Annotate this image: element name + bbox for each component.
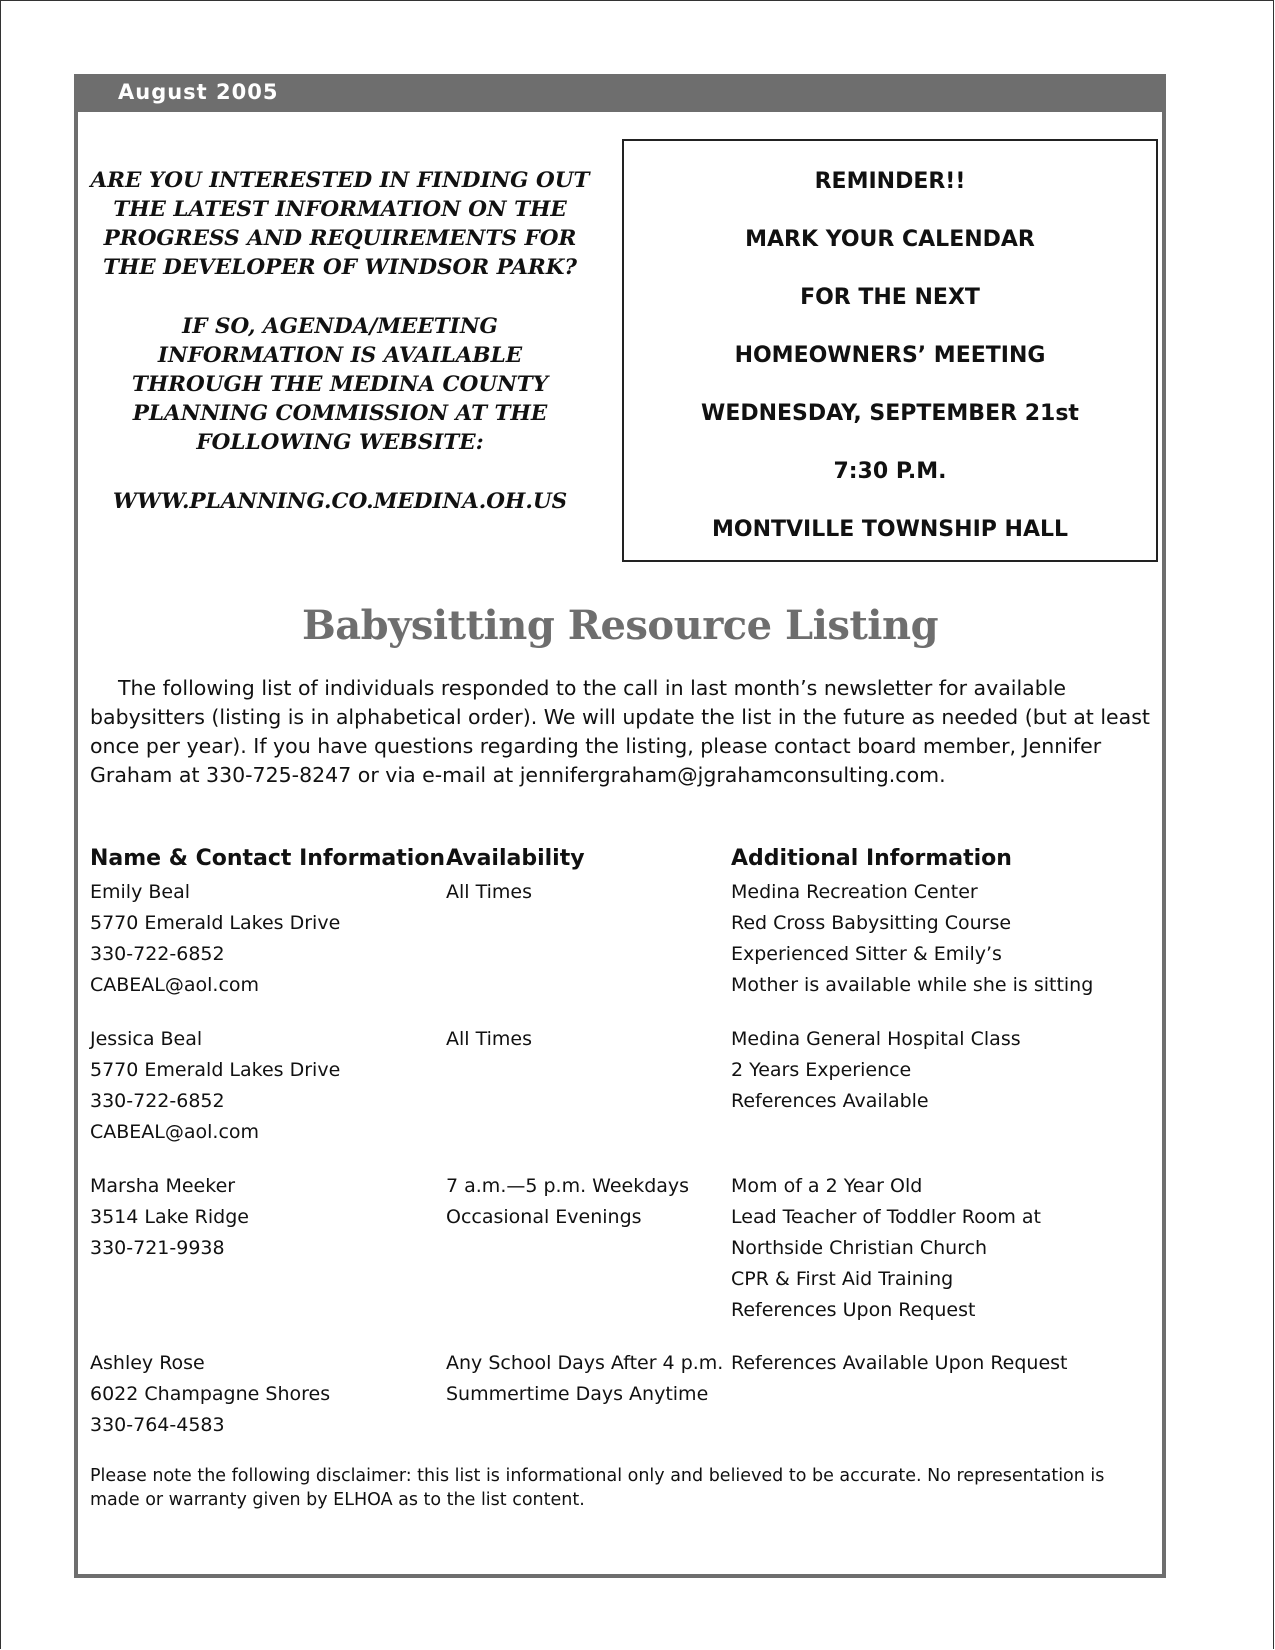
sitter-address: 6022 Champagne Shores (90, 1383, 331, 1405)
sitter-phone: 330-722-6852 (90, 943, 225, 965)
info-line: Experienced Sitter & Emily’s (731, 943, 1002, 965)
info-line: References Available (731, 1090, 929, 1112)
sitter-email: CABEAL@aol.com (90, 974, 260, 996)
newsletter-frame (74, 74, 1166, 1578)
sitter-phone: 330-764-4583 (90, 1414, 225, 1436)
sitter-availability (446, 877, 532, 908)
sitter-availability (446, 1348, 723, 1410)
sitter-additional-info (731, 1348, 1068, 1379)
info-line: References Available Upon Request (731, 1352, 1068, 1374)
reminder-line: HOMEOWNERS’ MEETING (734, 343, 1046, 368)
sitter-contact (90, 1171, 249, 1264)
info-line: CPR & First Aid Training (731, 1268, 954, 1290)
availability-line: 7 a.m.—5 p.m. Weekdays (446, 1175, 690, 1197)
meeting-location: MONTVILLE TOWNSHIP HALL (711, 517, 1069, 542)
column-header-availability: Availability (446, 846, 585, 871)
meeting-time: 7:30 P.M. (833, 459, 947, 484)
issue-date: August 2005 (118, 80, 279, 104)
sitter-name: Jessica Beal (90, 1028, 203, 1050)
sitter-additional-info (731, 1171, 1041, 1326)
sitter-address: 5770 Emerald Lakes Drive (90, 1059, 341, 1081)
info-line: 2 Years Experience (731, 1059, 912, 1081)
sitter-phone: 330-721-9938 (90, 1237, 225, 1259)
sitter-email: CABEAL@aol.com (90, 1121, 260, 1143)
availability-line: Any School Days After 4 p.m. (446, 1352, 724, 1374)
sitter-address: 5770 Emerald Lakes Drive (90, 912, 341, 934)
listing-title: Babysitting Resource Listing (301, 602, 939, 649)
reminder-line: MARK YOUR CALENDAR (745, 227, 1035, 252)
sitter-contact (90, 877, 340, 1001)
info-line: Medina General Hospital Class (731, 1028, 1021, 1050)
info-line: Mom of a 2 Year Old (731, 1175, 923, 1197)
info-line: Mother is available while she is sitting (731, 974, 1094, 996)
planning-notice (90, 166, 590, 546)
sitter-additional-info (731, 1024, 1021, 1117)
column-header-additional: Additional Information (731, 846, 1012, 871)
info-line: References Upon Request (731, 1299, 976, 1321)
meeting-reminder-box (622, 139, 1158, 562)
availability-line: All Times (446, 1028, 532, 1050)
sitter-additional-info (731, 877, 1093, 1001)
header-bar (78, 74, 1162, 112)
notice-website: WWW.PLANNING.CO.MEDINA.OH.US (112, 489, 568, 514)
sitter-availability (446, 1024, 532, 1055)
sitter-name: Emily Beal (90, 881, 191, 903)
info-line: Northside Christian Church (731, 1237, 988, 1259)
sitter-name: Ashley Rose (90, 1352, 205, 1374)
availability-line: All Times (446, 881, 532, 903)
disclaimer-text: Please note the following disclaimer: this list is informational only and believed to be accurate. No representation is made or warranty given by ELHOA as to the list content. (90, 1466, 1105, 1510)
sitter-contact (90, 1024, 340, 1148)
info-line: Red Cross Babysitting Course (731, 912, 1012, 934)
column-header-contact: Name & Contact Information (90, 846, 446, 871)
sitter-availability (446, 1171, 689, 1233)
notice-question: ARE YOU INTERESTED IN FINDING OUT THE LATEST INFORMATION ON THE PROGRESS AND REQUIREMENTS FOR THE DEVELOPER OF WINDSOR PARK? (90, 168, 590, 280)
notice-info: IF SO, AGENDA/MEETING INFORMATION IS AVAILABLE THROUGH THE MEDINA COUNTY PLANNING COMMISSION AT THE FOLLOWING WEBSITE: (131, 314, 549, 455)
availability-line: Summertime Days Anytime (446, 1383, 709, 1405)
availability-line: Occasional Evenings (446, 1206, 642, 1228)
info-line: Medina Recreation Center (731, 881, 978, 903)
info-line: Lead Teacher of Toddler Room at (731, 1206, 1041, 1228)
meeting-date: WEDNESDAY, SEPTEMBER 21st (701, 401, 1079, 426)
sitter-contact (90, 1348, 330, 1441)
sitter-address: 3514 Lake Ridge (90, 1206, 249, 1228)
listing-intro: The following list of individuals responded to the call in last month’s newsletter for available babysitters (listing is in alphabetical order). We will update the list in the future as needed (but at least once per year). If you have questions regarding the listing, please contact board member, Jennifer Graham at 330-725-8247 or via e-mail at jennifergraham@jgrahamconsulting.com. (90, 676, 1150, 787)
reminder-line: FOR THE NEXT (800, 285, 980, 310)
sitter-phone: 330-722-6852 (90, 1090, 225, 1112)
reminder-heading: REMINDER!! (814, 169, 966, 194)
sitter-name: Marsha Meeker (90, 1175, 236, 1197)
